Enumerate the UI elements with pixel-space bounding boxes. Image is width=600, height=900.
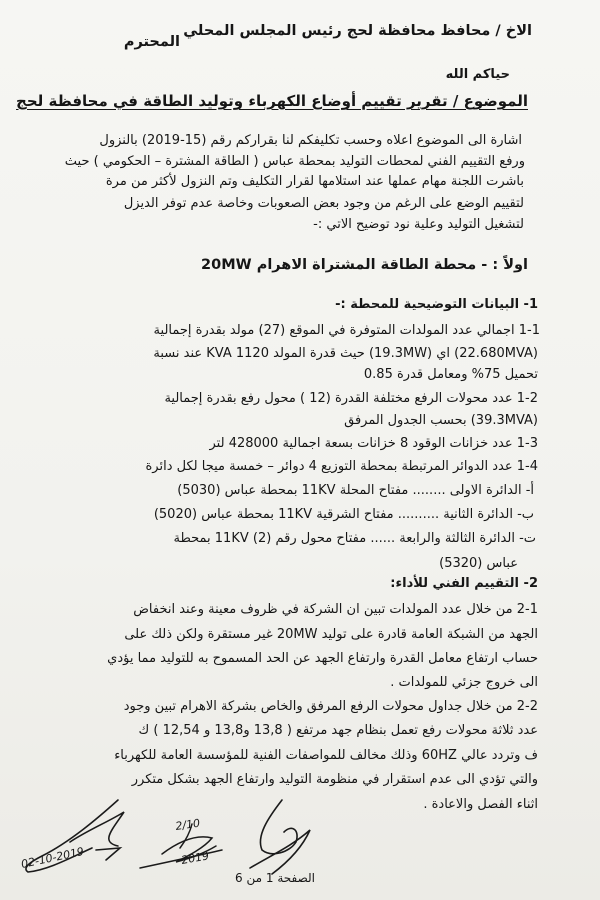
eval-line: والتي تؤدي الى عدم استقرار في منظومة التوليد وارتفاع الجهد بشكل متكرر bbox=[131, 772, 538, 787]
greeting: حياكم الله bbox=[445, 67, 510, 82]
honorific: المحترم bbox=[123, 34, 180, 50]
eval-line: 2-1 من خلال عدد المولدات تبين ان الشركة في ظروف معينة وعند انخفاض bbox=[133, 602, 538, 617]
intro-line: ورفع التقييم الفني لمحطات التوليد بمحطة عباس ( الطاقة المشترة – الحكومي ) حيث bbox=[64, 154, 525, 169]
item-line: ت- الدائرة الثالثة والرابعة ...... مفتاح محول رقم (2) 11KV بمحطة bbox=[173, 531, 536, 546]
item-line: 1-3 عدد خزانات الوقود 8 خزانات بسعة اجمالية 428000 لتر bbox=[209, 436, 538, 451]
item-line: (22.680MVA) اي (19.3MW) حيث قدرة المولد KVA 1120 عند نسبة bbox=[153, 346, 538, 361]
eval-line: حساب ارتفاع معامل القدرة وارتفاع الجهد عن الحد المسموح به للتوليد مما يؤدي bbox=[107, 651, 538, 666]
eval-line: الجهد من الشبكة العامة قادرة على توليد 20MW غير مستقرة ولكن ذلك على bbox=[124, 627, 538, 642]
eval-line: الى خروج جزئي للمولدات . bbox=[390, 675, 538, 690]
signature-3 bbox=[250, 800, 310, 874]
intro-line: لتشغيل التوليد وعلية نود توضيح الاتي :- bbox=[313, 217, 524, 232]
signature-date-2-top: 2/10 bbox=[174, 816, 201, 833]
eval-line: اثناء الفصل والاعادة . bbox=[423, 797, 538, 812]
eval-line: ف وتردد عالي 60HZ وذلك مخالف للمواصفات الفنية للمؤسسة العامة للكهرباء bbox=[114, 748, 538, 763]
eval-line: 2-2 من خلال جداول محولات الرفع المرفق والخاص بشركة الاهرام تبين وجود bbox=[123, 699, 538, 714]
item-line: ب- الدائرة الثانية .......... مفتاح الشرقية 11KV بمحطة عباس (5020) bbox=[153, 507, 534, 522]
item-line: أ- الدائرة الاولى ........ مفتاح المحلة 11KV بمحطة عباس (5030) bbox=[177, 483, 534, 498]
item-line: 1-4 عدد الدوائر المرتبطة بمحطة التوزيع 4 دوائر – خمسة ميجا لكل دائرة bbox=[145, 459, 538, 474]
intro-line: باشرت اللجنة مهام عملها عند استلامها لقرار التكليف وتم النزول لأكثر من مرة bbox=[105, 174, 524, 189]
signature-date-2-bottom: 2019 bbox=[180, 849, 211, 867]
item-line: 1-2 عدد محولات الرفع مختلفة القدرة (12 ) محول رفع بقدرة إجمالية bbox=[164, 391, 538, 406]
subsection-title: 2- التقييم الفني للأداء: bbox=[390, 576, 538, 591]
item-line: (39.3MVA) بحسب الجدول المرفق bbox=[344, 413, 538, 428]
addressee: الاخ / محافظ محافظة لحج رئيس المجلس المحلي bbox=[183, 23, 532, 39]
subject-line: الموضوع / تقرير تقييم أوضاع الكهرباء وتوليد الطاقة في محافظة لحج bbox=[16, 92, 528, 110]
item-line: عباس (5320) bbox=[439, 556, 518, 571]
page-number: الصفحة 1 من 6 bbox=[235, 871, 315, 885]
eval-line: عدد ثلاثة محولات رفع تعمل بنظام جهد مرتفع ( 13,8 و13,8 و 12,54 ) ك bbox=[138, 723, 538, 738]
item-line: 1-1 اجمالي عدد المولدات المتوفرة في الموقع (27) مولد بقدرة إجمالية bbox=[153, 323, 540, 338]
subsection-title: 1- البيانات التوضيحية للمحطة :- bbox=[335, 297, 538, 312]
signature-date-1: 02-10-2019 bbox=[19, 844, 86, 871]
intro-line: اشارة الى الموضوع اعلاه وحسب تكليفكم لنا بقراركم رقم (15-2019) بالنزول bbox=[99, 133, 522, 148]
item-line: تحميل 75% ومعامل قدرة 0.85 bbox=[363, 367, 538, 382]
section-title: اولاً : - محطة الطاقة المشتراة الاهرام 20MW bbox=[201, 257, 528, 273]
intro-line: لتقييم الوضع على الرغم من وجود بعض الصعوبات وخاصة عدم توفر الديزل bbox=[123, 196, 524, 211]
